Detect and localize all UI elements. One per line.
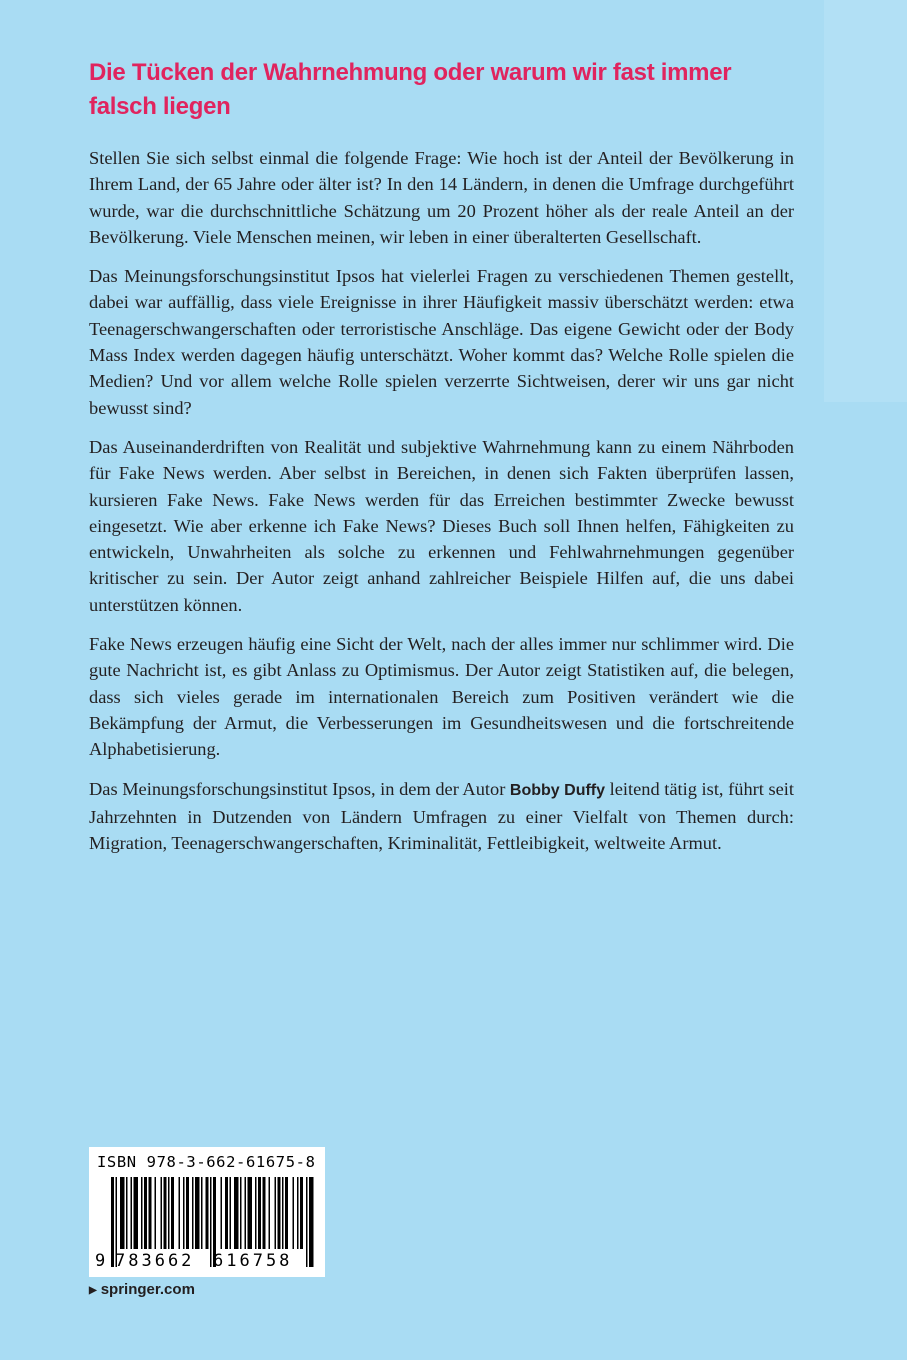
- barcode-digits-left: 783662: [115, 1251, 195, 1271]
- publisher-url: springer.com: [100, 1281, 195, 1298]
- back-cover-title: Die Tücken der Wahrnehmung oder warum wir fast immer falsch liegen: [89, 59, 732, 120]
- isbn-barcode: [89, 1147, 325, 1277]
- barcode-bar-30: [255, 1177, 257, 1249]
- barcode-bar-15: [183, 1177, 185, 1249]
- barcode-bar-19: [201, 1177, 203, 1249]
- cover-side-panel: [824, 0, 907, 402]
- barcode-bar-6: [141, 1177, 143, 1249]
- barcode-bar-37: [285, 1177, 288, 1249]
- barcode-bar-29: [248, 1177, 253, 1249]
- barcode-bar-3: [126, 1177, 128, 1249]
- barcode-bar-11: [164, 1177, 167, 1249]
- barcode-bar-13: [171, 1177, 174, 1249]
- barcode-bar-32: [263, 1177, 266, 1249]
- barcode-bar-27: [240, 1177, 242, 1249]
- barcode-bar-0: [111, 1177, 114, 1267]
- barcode-bar-16: [186, 1177, 189, 1249]
- paragraph-3: Das Auseinanderdriften von Realität und subjektive Wahrnehmung kann zu einem Nährboden für Fake News werden. Aber selbst in Bereichen, in denen sich Fakten überprüfen lassen, kursieren Fake News. Fake News werden für das Erreichen bestimmter Zwecke bewusst eingesetzt. Wie aber erkenne ich Fake News? Dieses Buch soll Ihnen helfen, Fähigkeiten zu entwickeln, Unwahrheiten als solche zu erkennen und Fehlwahrnehmungen gegenüber kritischer zu sein. Der Autor zeigt anhand zahlreicher Beispiele Hilfen auf, die uns dabei unterstützen können.: [89, 436, 794, 615]
- barcode-bar-12: [168, 1177, 170, 1249]
- barcode-bar-24: [225, 1177, 228, 1249]
- barcode-bar-38: [293, 1177, 295, 1249]
- barcode-bar-18: [195, 1177, 200, 1249]
- barcode-bar-20: [206, 1177, 209, 1249]
- paragraph-4: Fake News erzeugen häufig eine Sicht der Welt, nach der alles immer nur schlimmer wird. Die gute Nachricht ist, es gibt Anlass zu Optimismus. Der Autor zeigt Statistiken auf, die belegen, dass sich vieles gerade im internationalen Bereich zum Positiven verändert wie die Bekämpfung der Armut, die Verbesserungen im Gesundheitswesen und die fortschreitende Alphabetisierung.: [89, 634, 794, 760]
- barcode-bar-25: [230, 1177, 232, 1249]
- barcode-bar-40: [300, 1177, 303, 1249]
- barcode-bar-35: [278, 1177, 281, 1249]
- barcode-bar-31: [258, 1177, 261, 1249]
- paragraph-5-start: Das Meinungsforschungsinstitut Ipsos, in dem der Autor: [89, 778, 510, 799]
- barcode-bar-4: [131, 1177, 133, 1249]
- paragraph-2: Das Meinungsforschungsinstitut Ipsos hat vielerlei Fragen zu verschiedenen Themen gestellt, dabei war auffällig, dass viele Ereignisse in ihrer Häufigkeit massiv überschätzt werden: etwa Teenagerschwangerschaften oder terroristische Anschläge. Das eigene Gewicht oder der Body Mass Index werden dagegen häufig unterschätzt. Woher kommt das? Welche Rolle spielen die Medien? Und vor allem welche Rolle spielen verzerrte Sichtweisen, derer wir uns gar nicht bewusst sind?: [89, 266, 794, 418]
- blurb-text: [89, 145, 794, 869]
- paragraph-5: [89, 776, 794, 857]
- barcode-bar-9: [155, 1177, 157, 1249]
- triangle-arrow-icon: ▶: [89, 1285, 97, 1296]
- barcode-bar-2: [120, 1177, 125, 1249]
- publisher-link[interactable]: [89, 1281, 195, 1298]
- barcode-bar-36: [282, 1177, 284, 1249]
- barcode-bar-26: [234, 1177, 239, 1249]
- barcode-bar-7: [144, 1177, 147, 1249]
- barcode-bar-8: [149, 1177, 152, 1249]
- barcode-digit-first: 9: [95, 1251, 106, 1271]
- barcode-bar-17: [192, 1177, 194, 1249]
- paragraph-5-end: leitend tätig ist, führt seit Jahrzehnten in Dutzenden von Ländern Umfragen zu einer Vielfalt von Themen durch: Migration, Teenagerschwangerschaften, Kriminalität, Fettleibigkeit, weltweite Armut.: [89, 778, 795, 854]
- barcode-bar-23: [221, 1177, 223, 1249]
- barcode-bar-39: [297, 1177, 299, 1249]
- barcode-bar-28: [245, 1177, 247, 1249]
- barcode-bar-5: [134, 1177, 139, 1249]
- barcode-bar-33: [269, 1177, 271, 1249]
- barcode-bar-10: [161, 1177, 163, 1249]
- barcode-bar-34: [275, 1177, 277, 1249]
- paragraph-1: Stellen Sie sich selbst einmal die folgende Frage: Wie hoch ist der Anteil der Bevölkerung in Ihrem Land, der 65 Jahre oder älter ist? In den 14 Ländern, in denen die Umfrage durchgeführt wurde, war die durchschnittliche Schätzung um 20 Prozent höher als der reale Anteil an der Bevölkerung. Viele Menschen meinen, wir leben in einer überalterten Gesellschaft.: [89, 148, 794, 247]
- author-name: Bobby Duffy: [509, 781, 606, 799]
- barcode-digits-right: 616758: [213, 1251, 293, 1271]
- barcode-bar-14: [179, 1177, 181, 1249]
- isbn-label: ISBN 978-3-662-61675-8: [97, 1153, 316, 1171]
